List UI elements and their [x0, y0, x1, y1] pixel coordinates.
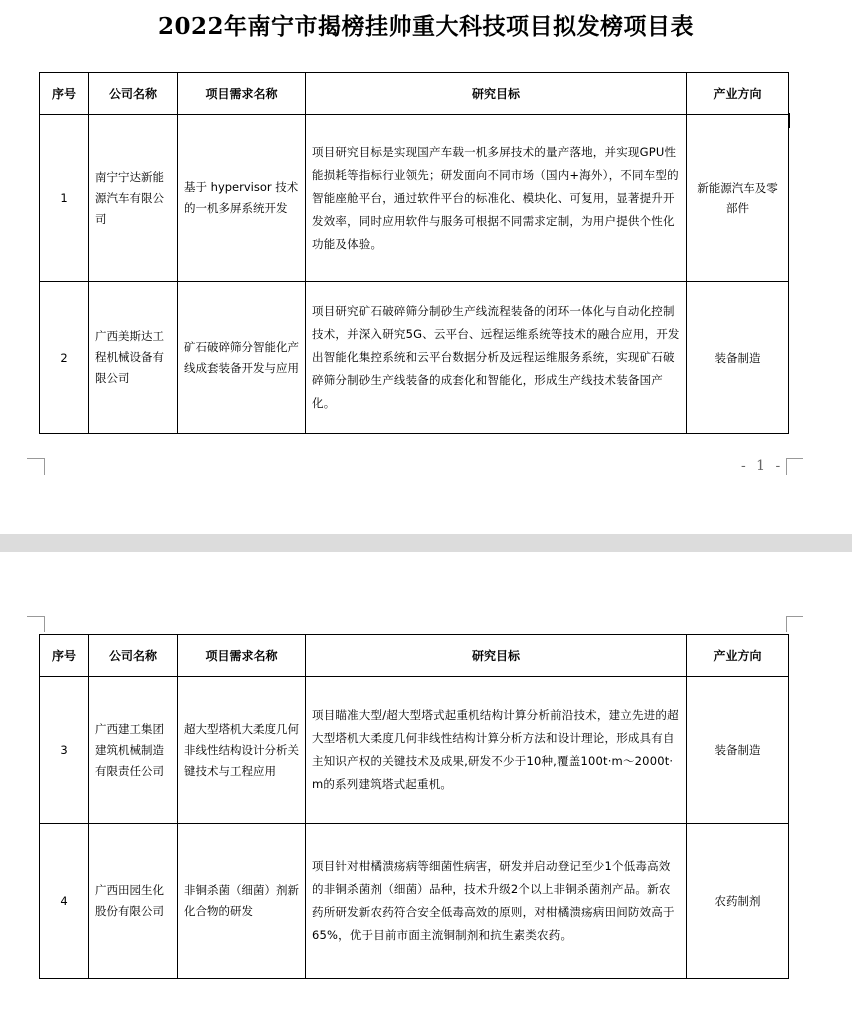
cell-company: 广西建工集团建筑机械制造有限责任公司	[89, 677, 178, 824]
crop-mark-v-right	[786, 458, 787, 475]
text-cursor	[788, 113, 790, 128]
cell-goal: 项目瞄准大型/超大型塔式起重机结构计算分析前沿技术，建立先进的超大型塔机大柔度几何非线性结构计算分析方法和设计理论，形成具有自主知识产权的关键技术及成果,研发不少于10种,覆盖100t·m～2000t·m的系列建筑塔式起重机。	[306, 677, 687, 824]
cell-project: 基于 hypervisor 技术的一机多屏系统开发	[178, 115, 306, 282]
cell-company: 南宁宁达新能源汽车有限公司	[89, 115, 178, 282]
cell-seq: 3	[40, 677, 89, 824]
cell-goal: 项目针对柑橘溃疡病等细菌性病害，研发并启动登记至少1个低毒高效的非铜杀菌剂（细菌）品种，技术升级2个以上非铜杀菌剂产品。新农药所研发新农药符合安全低毒高效的原则，对柑橘溃疡病田间防效高于65%，优于目前市面主流铜制剂和抗生素类农药。	[306, 824, 687, 979]
cell-project: 矿石破碎筛分智能化产线成套装备开发与应用	[178, 282, 306, 434]
page-number: - 1 -	[741, 458, 784, 474]
cell-industry: 装备制造	[687, 677, 789, 824]
table-header-row	[40, 635, 789, 677]
header-seq: 序号	[40, 635, 89, 677]
table-row	[40, 282, 789, 434]
cell-seq: 4	[40, 824, 89, 979]
header-industry: 产业方向	[687, 635, 789, 677]
document-title: 2022年南宁市揭榜挂帅重大科技项目拟发榜项目表	[157, 13, 694, 40]
cell-industry: 农药制剂	[687, 824, 789, 979]
table-row	[40, 677, 789, 824]
cell-goal: 项目研究矿石破碎筛分制砂生产线流程装备的闭环一体化与自动化控制技术，并深入研究5G、云平台、远程运维系统等技术的融合应用，开发出智能化集控系统和云平台数据分析及远程运维服务系统，实现矿石破碎筛分制砂生产线装备的成套化和智能化，形成生产线技术装备国产化。	[306, 282, 687, 434]
crop-mark-h-right	[786, 458, 803, 459]
cell-project: 非铜杀菌（细菌）剂新化合物的研发	[178, 824, 306, 979]
crop-mark-h-left	[27, 616, 44, 617]
cell-company: 广西美斯达工程机械设备有限公司	[89, 282, 178, 434]
cell-seq: 2	[40, 282, 89, 434]
page-separator	[0, 534, 852, 552]
cell-seq: 1	[40, 115, 89, 282]
cell-industry: 新能源汽车及零部件	[687, 115, 789, 282]
crop-mark-h-left	[27, 458, 44, 459]
crop-mark-v-right	[786, 616, 787, 632]
header-seq: 序号	[40, 73, 89, 115]
crop-mark-h-right	[786, 616, 803, 617]
table-row	[40, 115, 789, 282]
project-table-page-2	[39, 634, 789, 979]
header-goal: 研究目标	[306, 73, 687, 115]
table-row	[40, 824, 789, 979]
header-goal: 研究目标	[306, 635, 687, 677]
cell-company: 广西田园生化股份有限公司	[89, 824, 178, 979]
header-project: 项目需求名称	[178, 73, 306, 115]
table-header-row	[40, 73, 789, 115]
cell-goal: 项目研究目标是实现国产车载一机多屏技术的量产落地，并实现GPU性能损耗等指标行业领先；研发面向不同市场（国内+海外），不同车型的智能座舱平台，通过软件平台的标准化、模块化、可复用，显著提升开发效率，同时应用软件与服务可根据不同需求定制，为用户提供个性化功能及体验。	[306, 115, 687, 282]
project-table-page-1	[39, 72, 789, 434]
crop-mark-v-left	[44, 616, 45, 632]
header-company: 公司名称	[89, 73, 178, 115]
header-industry: 产业方向	[687, 73, 789, 115]
header-project: 项目需求名称	[178, 635, 306, 677]
crop-mark-v-left	[44, 458, 45, 475]
header-company: 公司名称	[89, 635, 178, 677]
cell-industry: 装备制造	[687, 282, 789, 434]
cell-project: 超大型塔机大柔度几何非线性结构设计分析关键技术与工程应用	[178, 677, 306, 824]
